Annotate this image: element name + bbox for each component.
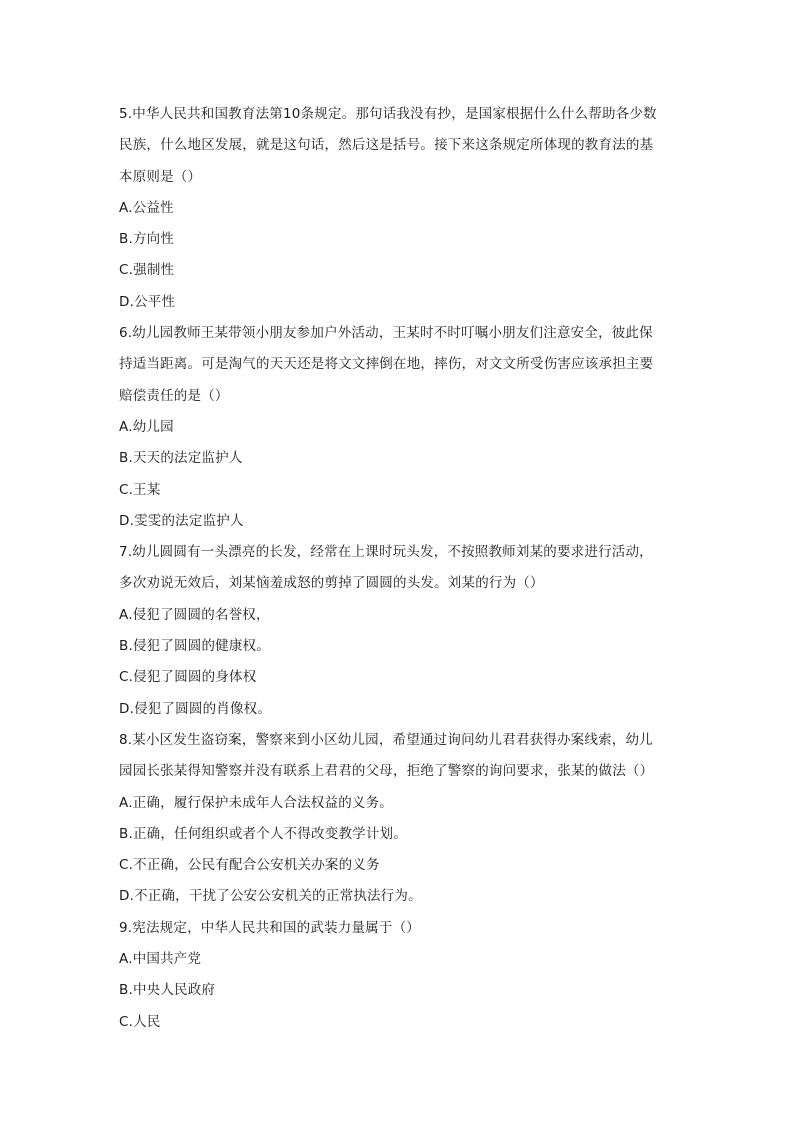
option-a: A.公益性: [119, 199, 174, 216]
option-a: A.正确，履行保护未成年人合法权益的义务。: [119, 794, 393, 811]
question-stem-line: 6.幼儿园教师王某带领小朋友参加户外活动，王某时不时叮嘱小朋友们注意安全，彼此保: [119, 325, 653, 342]
option-a: A.中国共产党: [119, 951, 202, 968]
question-stem-line: 9.宪法规定，中华人民共和国的武装力量属于（）: [119, 919, 420, 936]
option-b: B.天天的法定监护人: [119, 450, 243, 467]
option-b: B.侵犯了圆圆的健康权。: [119, 638, 270, 655]
question-6: [119, 318, 679, 537]
option-d: D.不正确，干扰了公安公安机关的正常执法行为。: [119, 888, 422, 905]
option-d: D.雯雯的法定监护人: [119, 512, 244, 529]
option-b: B.正确，任何组织或者个人不得改变教学计划。: [119, 825, 407, 842]
question-8: [119, 725, 679, 913]
option-d: D.公平性: [119, 293, 176, 310]
question-stem-line: 赔偿责任的是（）: [119, 387, 229, 404]
question-list: [119, 99, 679, 1038]
option-b: B.方向性: [119, 231, 175, 248]
question-stem-line: 持适当距离。可是淘气的天天还是将文文摔倒在地，摔伤，对文文所受伤害应该承担主要: [119, 356, 654, 373]
option-a: A.幼儿园: [119, 418, 174, 435]
question-7: [119, 537, 679, 725]
question-stem-line: 园园长张某得知警察并没有联系上君君的父母，拒绝了警察的询问要求，张某的做法（）: [119, 763, 654, 780]
question-5: [119, 99, 679, 318]
option-b: B.中央人民政府: [119, 982, 216, 999]
question-stem-line: 7.幼儿圆圆有一头漂亮的长发，经常在上课时玩头发，不按照教师刘某的要求进行活动，: [119, 544, 653, 561]
option-c: C.王某: [119, 481, 161, 498]
option-c: C.侵犯了圆圆的身体权: [119, 669, 257, 686]
option-c: C.强制性: [119, 262, 175, 279]
question-9: [119, 913, 679, 1038]
option-c: C.不正确，公民有配合公安机关办案的义务: [119, 857, 380, 874]
option-d: D.侵犯了圆圆的肖像权。: [119, 700, 272, 717]
question-stem-line: 民族，什么地区发展，就是这句话，然后这是括号。接下来这条规定所体现的教育法的基: [119, 137, 654, 154]
option-a: A.侵犯了圆圆的名誉权，: [119, 606, 270, 623]
option-c: C.人民: [119, 1013, 161, 1030]
question-stem-line: 5.中华人民共和国教育法第10条规定。那句话我没有抄，是国家根据什么什么帮助各少数: [119, 106, 657, 122]
question-stem-line: 8.某小区发生盗窃案，警察来到小区幼儿园，希望通过询问幼儿君君获得办案线索，幼儿: [119, 731, 653, 748]
question-stem-line: 多次劝说无效后，刘某恼羞成怒的剪掉了圆圆的头发。刘某的行为（）: [119, 575, 544, 592]
question-stem-line: 本原则是（）: [119, 168, 202, 185]
